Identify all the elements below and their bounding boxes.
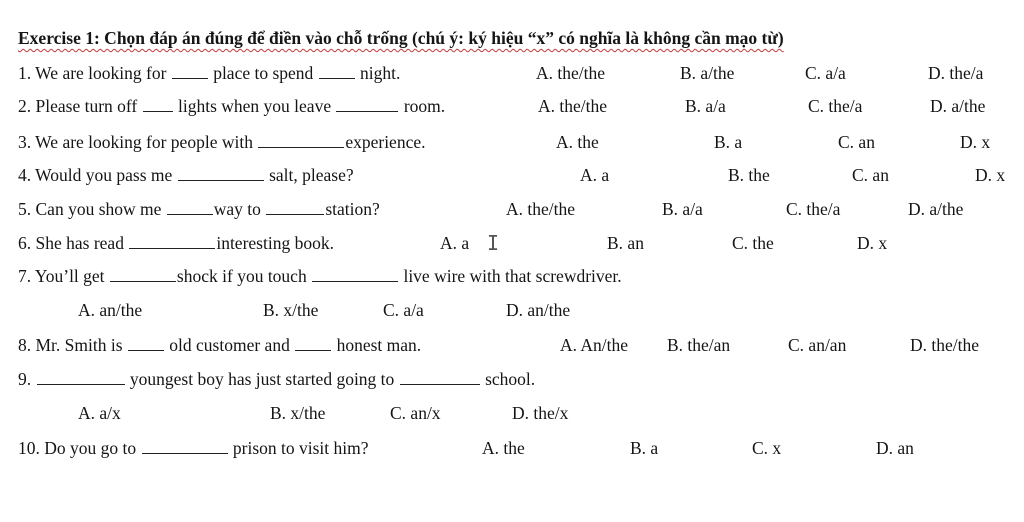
answer-blank[interactable] (129, 247, 215, 249)
question-5 (18, 201, 380, 219)
option-c[interactable]: C. the (732, 233, 774, 253)
option-d[interactable]: D. x (857, 233, 888, 253)
question-text: 9. (18, 369, 36, 389)
option-b[interactable]: B. a/a (685, 96, 726, 116)
question-text: honest man. (332, 335, 422, 355)
answer-blank[interactable] (178, 179, 264, 181)
answer-blank[interactable] (110, 280, 176, 282)
option-d[interactable]: D. a/the (930, 96, 986, 116)
option-a[interactable]: A. a (580, 165, 610, 185)
answer-blank[interactable] (312, 280, 398, 282)
question-text: experience. (345, 132, 426, 152)
answer-blank[interactable] (400, 383, 480, 385)
option-b[interactable]: B. x/the (270, 403, 326, 423)
question-text: salt, please? (264, 165, 354, 185)
question-text: place to spend (208, 63, 318, 83)
option-d[interactable]: D. the/x (512, 403, 569, 423)
option-c[interactable]: C. x (752, 438, 782, 458)
question-7 (18, 268, 622, 286)
option-b[interactable]: B. the (728, 165, 770, 185)
question-text: live wire with that screwdriver. (399, 266, 622, 286)
option-a[interactable]: A. the/the (538, 96, 608, 116)
option-c[interactable]: C. the/a (786, 199, 841, 219)
option-b[interactable]: B. the/an (667, 335, 731, 355)
question-10 (18, 440, 369, 458)
question-text: 10. Do you go to (18, 438, 141, 458)
option-d[interactable]: D. an/the (506, 300, 571, 320)
question-text: 6. She has read (18, 233, 129, 253)
option-d[interactable]: D. a/the (908, 199, 964, 219)
question-text: 3. We are looking for people with (18, 132, 258, 152)
option-c[interactable]: C. an/an (788, 335, 847, 355)
option-a[interactable]: A. the/the (506, 199, 576, 219)
answer-blank[interactable] (336, 110, 398, 112)
option-a[interactable]: A. the (482, 438, 525, 458)
option-b[interactable]: B. a/a (662, 199, 703, 219)
question-6 (18, 235, 334, 253)
option-a[interactable]: A. the (556, 132, 599, 152)
question-text: 1. We are looking for (18, 63, 171, 83)
question-text: interesting book. (216, 233, 334, 253)
option-d[interactable]: D. x (960, 132, 991, 152)
option-c[interactable]: C. an (838, 132, 875, 152)
question-text: room. (399, 96, 446, 116)
option-a[interactable]: A. an/the (78, 300, 143, 320)
question-text: night. (355, 63, 401, 83)
question-3 (18, 134, 425, 152)
text-cursor-icon: I (487, 231, 500, 255)
answer-blank[interactable] (142, 452, 228, 454)
question-2 (18, 98, 445, 116)
answer-blank[interactable] (143, 110, 173, 112)
question-9 (18, 371, 535, 389)
question-text: shock if you touch (176, 266, 312, 286)
question-text: station? (325, 199, 380, 219)
option-a[interactable]: A. a (440, 233, 470, 253)
answer-blank[interactable] (295, 349, 331, 351)
option-b[interactable]: B. x/the (263, 300, 319, 320)
option-c[interactable]: C. a/a (805, 63, 846, 83)
question-4 (18, 167, 354, 185)
option-d[interactable]: D. an (876, 438, 914, 458)
question-text: school. (480, 369, 536, 389)
answer-blank[interactable] (319, 77, 355, 79)
option-c[interactable]: C. an (852, 165, 889, 185)
question-text: 7. You’ll get (18, 266, 109, 286)
exercise-title: Exercise 1: Chọn đáp án đúng để điền vào chỗ trống (chú ý: ký hiệu “x” có nghĩa là không cần mạo từ) (18, 28, 784, 48)
option-c[interactable]: C. the/a (808, 96, 863, 116)
option-d[interactable]: D. the/a (928, 63, 984, 83)
question-text: 4. Would you pass me (18, 165, 177, 185)
option-a[interactable]: A. An/the (560, 335, 629, 355)
option-d[interactable]: D. x (975, 165, 1006, 185)
question-text: lights when you leave (173, 96, 336, 116)
option-d[interactable]: D. the/the (910, 335, 980, 355)
question-text: prison to visit him? (228, 438, 369, 458)
option-b[interactable]: B. an (607, 233, 644, 253)
answer-blank[interactable] (37, 383, 125, 385)
question-text: old customer and (164, 335, 295, 355)
answer-blank[interactable] (128, 349, 164, 351)
question-8 (18, 337, 421, 355)
answer-blank[interactable] (172, 77, 208, 79)
option-b[interactable]: B. a (714, 132, 743, 152)
question-text: 8. Mr. Smith is (18, 335, 127, 355)
question-1 (18, 65, 400, 83)
option-b[interactable]: B. a/the (680, 63, 735, 83)
question-text: youngest boy has just started going to (125, 369, 399, 389)
option-b[interactable]: B. a (630, 438, 659, 458)
option-c[interactable]: C. an/x (390, 403, 441, 423)
question-text: way to (213, 199, 266, 219)
question-text: 5. Can you show me (18, 199, 166, 219)
answer-blank[interactable] (167, 213, 213, 215)
question-text: 2. Please turn off (18, 96, 142, 116)
option-a[interactable]: A. the/the (536, 63, 606, 83)
option-c[interactable]: C. a/a (383, 300, 424, 320)
answer-blank[interactable] (258, 146, 344, 148)
option-a[interactable]: A. a/x (78, 403, 121, 423)
answer-blank[interactable] (266, 213, 324, 215)
